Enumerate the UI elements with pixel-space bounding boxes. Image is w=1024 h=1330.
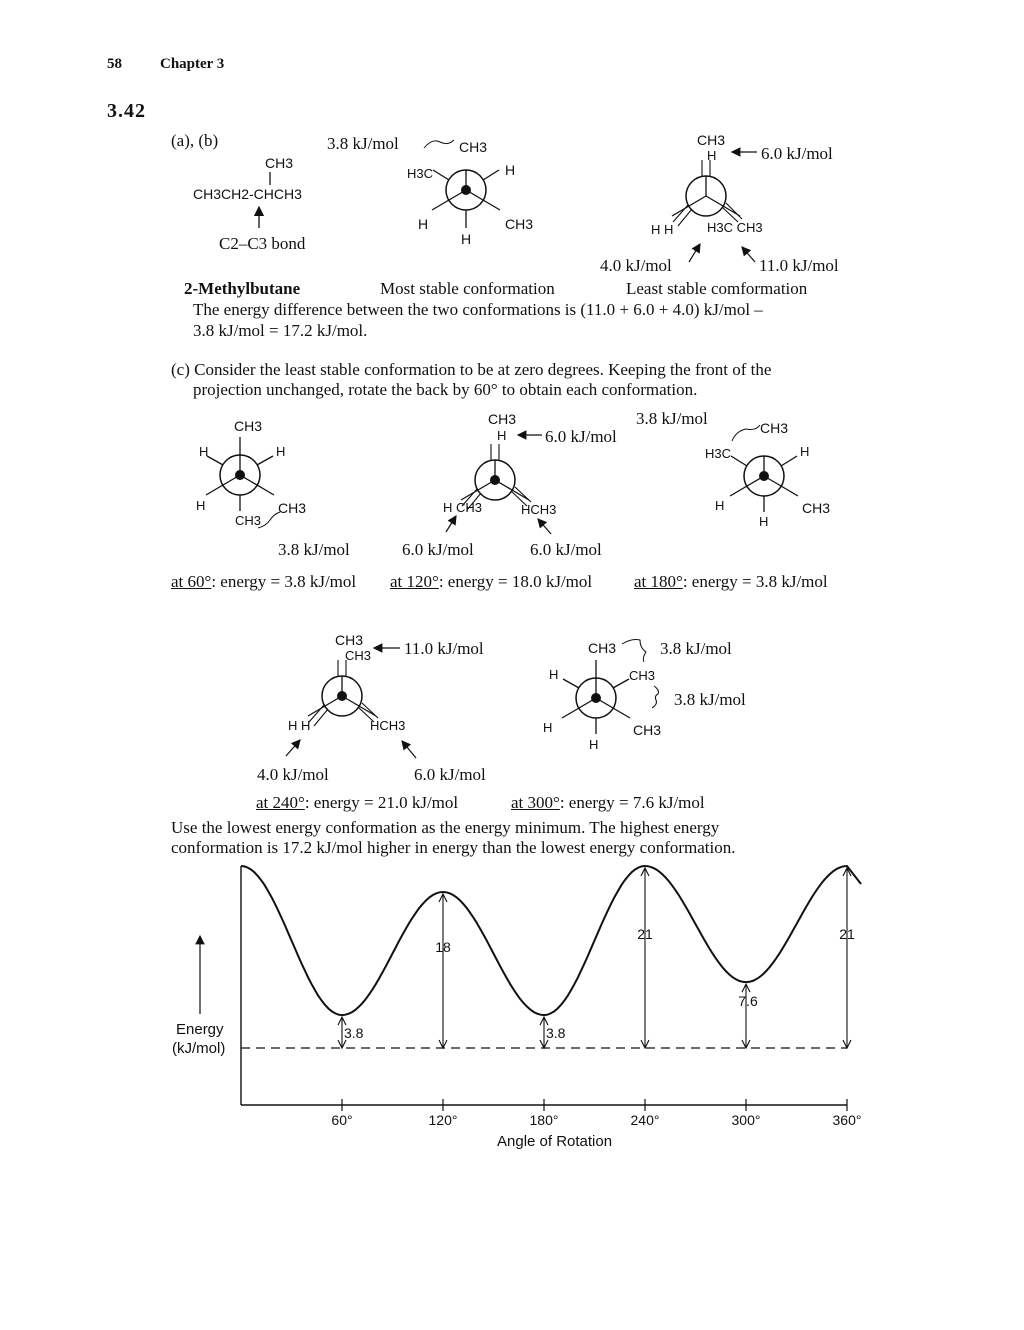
c300-bottom: H (589, 737, 599, 752)
point-label: 3.8 (546, 1025, 566, 1041)
c240-energy-right: 6.0 kJ/mol (414, 765, 486, 784)
ms-left: H3C (407, 166, 434, 181)
ls-energy-left: 4.0 kJ/mol (600, 256, 672, 275)
c120-bottom-left: H CH3 (443, 500, 483, 515)
energy-line-180: at 180°: energy = 3.8 kJ/mol (634, 572, 828, 591)
bond-label: C2–C3 bond (219, 234, 306, 253)
chapter-label: Chapter 3 (160, 56, 225, 72)
c60-upper-right: H (276, 444, 286, 459)
point-label: 21 (839, 926, 855, 942)
c300-left: H (543, 720, 553, 735)
c60-upper-left: H (199, 444, 209, 459)
c180-bottom-right: CH3 (802, 500, 831, 516)
tick-labels (331, 1099, 861, 1128)
ls-top-h: H (707, 148, 717, 163)
c300-energy-top: 3.8 kJ/mol (660, 639, 732, 658)
ls-bottom-right: H3C CH3 (707, 220, 763, 235)
least-stable-caption: Least stable comformation (626, 279, 808, 298)
c240-energy-left: 4.0 kJ/mol (257, 765, 329, 784)
part-c-intro-1: (c) Consider the least stable conformation to be at zero degrees. Keeping the front of the (171, 360, 772, 379)
energy-curve (241, 866, 861, 1015)
y-label-energy: Energy (176, 1021, 224, 1038)
x-tick-label: 360° (832, 1112, 862, 1128)
c300-upper-left: H (549, 667, 559, 682)
ls-top: CH3 (697, 132, 726, 148)
x-label: Angle of Rotation (497, 1133, 613, 1150)
most-stable-caption: Most stable conformation (380, 279, 555, 298)
point-label: 21 (637, 926, 653, 942)
branch-ch3: CH3 (265, 155, 294, 171)
ls-energy-top: 6.0 kJ/mol (761, 144, 833, 163)
energy-line-120: at 120°: energy = 18.0 kJ/mol (390, 572, 593, 591)
c60-left: H (196, 498, 206, 513)
x-tick-label: 180° (529, 1112, 559, 1128)
difference-text-2: 3.8 kJ/mol = 17.2 kJ/mol. (193, 321, 368, 340)
point-label: 7.6 (738, 993, 758, 1010)
most-stable-energy: 3.8 kJ/mol (327, 134, 399, 153)
c240-bottom-left: H H (288, 718, 311, 733)
c60-bottom-right: CH3 (278, 500, 307, 516)
main-chain: CH3CH2-CHCH3 (193, 186, 302, 202)
c180-right: H (800, 444, 810, 459)
ms-top-right: CH3 (459, 139, 488, 155)
energy-line-300: at 300°: energy = 7.6 kJ/mol (511, 793, 705, 812)
y-label-units: (kJ/mol) (172, 1040, 226, 1057)
c180-bottom-left: H (715, 498, 725, 513)
energy-line-60: at 60°: energy = 3.8 kJ/mol (171, 572, 357, 591)
c180-bottom: H (759, 514, 769, 529)
c60-bottom-left: CH3 (235, 513, 262, 528)
page-number: 58 (107, 56, 122, 72)
x-tick-label: 120° (428, 1112, 458, 1128)
problem-number: 3.42 (107, 100, 146, 122)
ls-energy-right: 11.0 kJ/mol (759, 256, 839, 275)
point-label: 3.8 (344, 1025, 364, 1041)
point-label: 18 (435, 939, 451, 955)
c180-left: H3C (705, 446, 732, 461)
difference-text-1: The energy difference between the two conformations is (11.0 + 6.0 + 4.0) kJ/mol – (193, 300, 763, 319)
x-tick-label: 240° (630, 1112, 660, 1128)
c120-top: CH3 (488, 411, 517, 427)
ms-right: H (505, 162, 516, 178)
c180-energy: 3.8 kJ/mol (636, 409, 708, 428)
c120-energy-left: 6.0 kJ/mol (402, 540, 474, 559)
ms-bottom-right: CH3 (505, 216, 534, 232)
ms-bottom-left: H (418, 216, 429, 232)
c60-energy: 3.8 kJ/mol (278, 540, 350, 559)
ms-bottom: H (461, 231, 472, 247)
compound-name: 2-Methylbutane (184, 279, 301, 298)
conclusion-1: Use the lowest energy conformation as the energy minimum. The highest energy (171, 818, 720, 837)
ls-bottom-left: H H (651, 222, 674, 237)
c240-top: CH3 (335, 632, 364, 648)
c120-top-h: H (497, 428, 507, 443)
c300-upper-right: CH3 (629, 668, 656, 683)
c300-energy-right: 3.8 kJ/mol (674, 690, 746, 709)
conclusion-2: conformation is 17.2 kJ/mol higher in energy than the lowest energy conformation. (171, 838, 736, 857)
c240-top2: CH3 (345, 648, 372, 663)
c300-bottom-right: CH3 (633, 722, 662, 738)
c300-top: CH3 (588, 640, 617, 656)
c240-bottom-right: HCH3 (370, 718, 406, 733)
part-c-intro-2: projection unchanged, rotate the back by 60° to obtain each conformation. (193, 380, 698, 399)
c180-top-right: CH3 (760, 420, 789, 436)
c60-top: CH3 (234, 418, 263, 434)
c120-energy-top: 6.0 kJ/mol (545, 427, 617, 446)
x-tick-label: 60° (331, 1112, 353, 1128)
c120-energy-right: 6.0 kJ/mol (530, 540, 602, 559)
energy-line-240: at 240°: energy = 21.0 kJ/mol (256, 793, 459, 812)
part-ab-label: (a), (b) (171, 131, 219, 150)
c240-energy-top: 11.0 kJ/mol (404, 639, 484, 658)
c120-bottom-right: HCH3 (521, 502, 557, 517)
x-tick-label: 300° (731, 1112, 761, 1128)
